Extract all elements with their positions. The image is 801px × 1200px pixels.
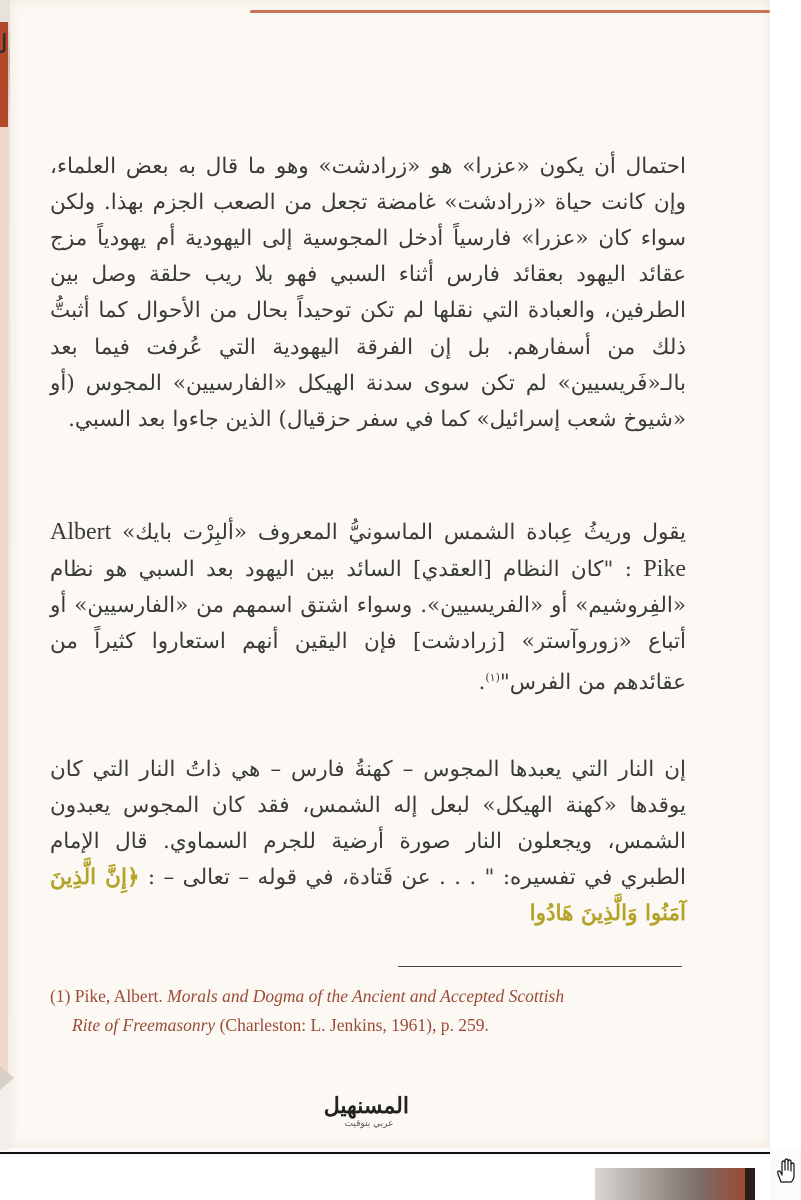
logo-main-text: المسنهيل: [323, 1093, 409, 1119]
paragraph-3: [50, 730, 686, 954]
paragraph-1: [50, 127, 686, 460]
publisher-logo: [323, 1093, 409, 1134]
paragraph-2-part1: يقول وريثُ عِبادة الشمس الماسونيُّ المعروف «ألبِرْت بايك»: [122, 519, 686, 545]
paragraph-1-text: احتمال أن يكون «عزرا» هو «زرادشت» وهو ما قال به بعض العلماء، وإن كانت حياة «زرادشت» غامضة تجعل من الصعب الجزم بهذا. ولكن سواء كان «عزرا» فارسياً أدخل المجوسية إلى اليهودية أم يهودياً مزج عقائد اليهود بعقائد فارس أثناء السبي فهو بلا ريب حلقة وصل بين الطرفين، والعبادة التي نقلها لم تكن توحيداً بحال من الأحوال كما أثبتُّ ذلك من أسفارهم. بل إن الفرقة اليهودية التي عُرفت فيما بعد بالـ«فَريسيين» لم تكن سوى سدنة الهيكل «الفارسيين» المجوس (أو «شيوخ شعب إسرائيل» كما في سفر حزقيال) الذين جاءوا بعد السبي.: [50, 153, 686, 432]
side-mark: ﻟ: [0, 30, 8, 60]
next-page-preview-edge: [745, 1168, 755, 1200]
paragraph-2: [50, 492, 686, 723]
footnote-publication: (Charleston: L. Jenkins, 1961), p. 259.: [215, 1015, 489, 1035]
footnote-line-1: [50, 982, 730, 1011]
footnote-number-author: (1) Pike, Albert.: [50, 986, 168, 1006]
paragraph-2-text: [50, 514, 686, 702]
footnote-line-2: [50, 1011, 730, 1040]
page-separator: [0, 1152, 770, 1154]
footnote-title-part2: Rite of Freemasonry: [72, 1015, 216, 1035]
footnote-separator: [398, 966, 682, 967]
hand-cursor-icon: [774, 1158, 796, 1184]
paragraph-3-main: إن النار التي يعبدها المجوس – كهنةُ فارس – هي ذاتُ النار التي كان يوقدها «كهنة الهيكل» لبعل إله الشمس، فقد كان المجوس يعبدون الشمس، ويجعلون النار صورة أرضية للجرم السماوي. قال الإمام الطبري في تفسيره: " . . . عن قَتادة، في قوله – تعالى – :: [50, 756, 686, 891]
footnote-title-part1: Morals and Dogma of the Ancient and Accepted Scottish: [167, 986, 565, 1006]
next-page-preview: [595, 1168, 745, 1200]
chapter-side-bar: [0, 22, 8, 1072]
paragraph-2-part2: : "كان النظام [العقدي] السائد بين اليهود بعد السبي هو نظام «الفِروشيم» أو «الفريسيين». وسواء اشتق اسمهم من «الفارسيين» أو أتباع «زوروآستر» [زرادشت] فإن اليقين أنهم استعاروا كثيراً من عقائدهم من الفرس": [50, 556, 686, 696]
footnote: [50, 982, 730, 1040]
quran-verse: ﴿إِنَّ الَّذِينَ آمَنُوا وَالَّذِينَ هَادُوا: [50, 865, 686, 927]
paragraph-2-end: .: [478, 670, 486, 696]
header-rule: [250, 10, 770, 13]
logo-sub-text: عربي بتوقيت: [344, 1119, 394, 1129]
right-margin-strip: [770, 0, 801, 1150]
footnote-reference[interactable]: (١): [485, 671, 500, 685]
paragraph-3-text: [50, 752, 686, 933]
page-turn-arrow-icon[interactable]: [0, 1066, 14, 1090]
albert-pike-latin: Albert Pike: [50, 518, 687, 582]
